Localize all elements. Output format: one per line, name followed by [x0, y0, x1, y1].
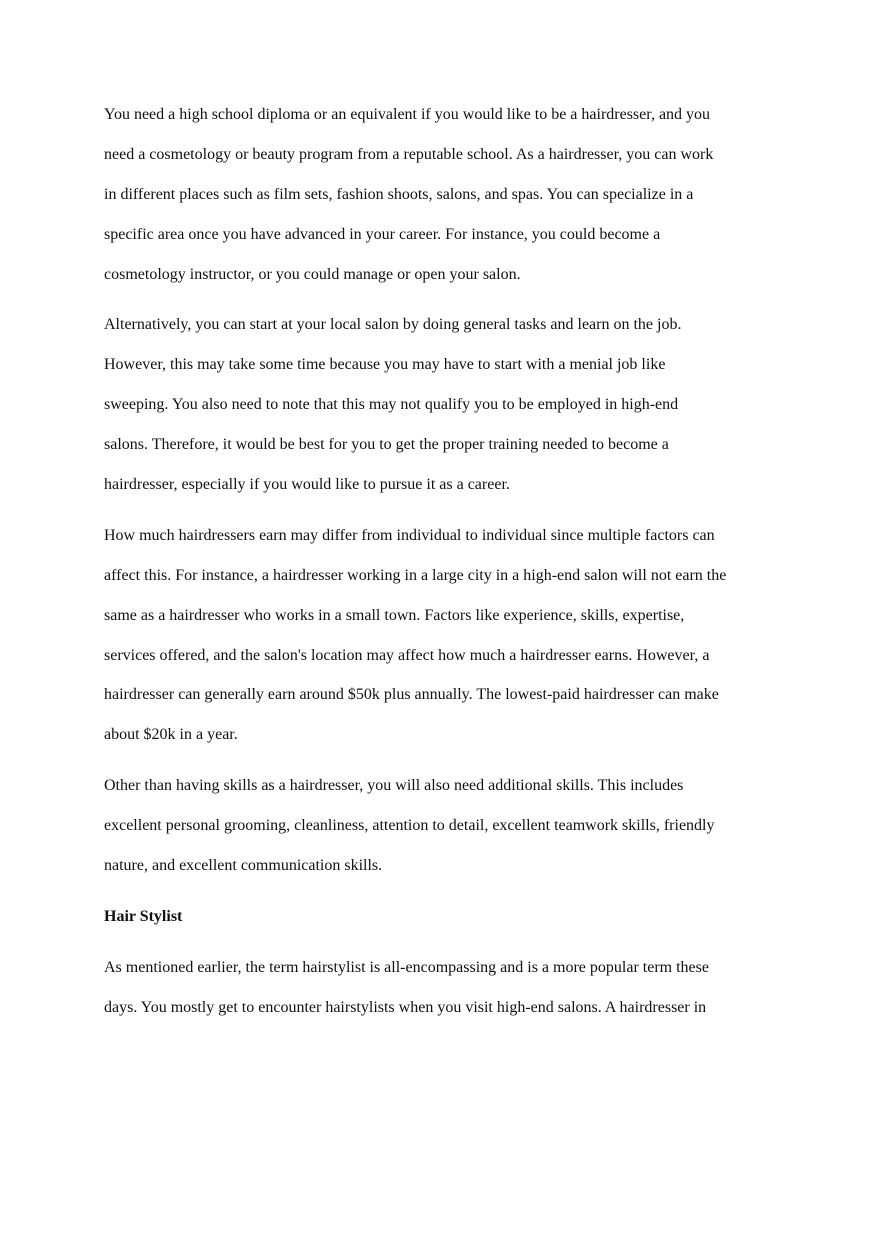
text-line: However, this may take some time because you may have to start with a menial job like — [104, 356, 666, 374]
text-line: affect this. For instance, a hairdresser working in a large city in a high-end salon will not earn the — [104, 566, 727, 584]
text-line: salons. Therefore, it would be best for you to get the proper training needed to become a — [104, 436, 669, 454]
paragraph-spacer — [104, 937, 784, 948]
paragraph-spacer — [104, 505, 784, 516]
text-line: same as a hairdresser who works in a small town. Factors like experience, skills, expertise, — [104, 606, 685, 624]
text-line: As mentioned earlier, the term hairstylist is all-encompassing and is a more popular term these — [104, 958, 709, 976]
paragraph-earnings — [104, 516, 784, 755]
text-line: cosmetology instructor, or you could manage or open your salon. — [104, 265, 521, 283]
paragraph-hairstylist — [104, 948, 784, 1028]
text-line: specific area once you have advanced in your career. For instance, you could become a — [104, 225, 661, 243]
paragraph-additional-skills — [104, 766, 784, 886]
paragraph-diploma — [104, 95, 784, 294]
paragraph-spacer — [104, 294, 784, 305]
paragraph-spacer — [104, 755, 784, 766]
text-line: about $20k in a year. — [104, 726, 238, 744]
text-line: hairdresser, especially if you would like to pursue it as a career. — [104, 476, 510, 494]
text-line: sweeping. You also need to note that this may not qualify you to be employed in high-end — [104, 396, 679, 414]
text-line: services offered, and the salon's location may affect how much a hairdresser earns. However, a — [104, 646, 710, 664]
text-line: need a cosmetology or beauty program from a reputable school. As a hairdresser, you can work — [104, 145, 714, 163]
text-line: in different places such as film sets, fashion shoots, salons, and spas. You can specialize in a — [104, 185, 694, 203]
text-line: Alternatively, you can start at your local salon by doing general tasks and learn on the job. — [104, 316, 682, 334]
paragraph-spacer — [104, 886, 784, 897]
text-line: You need a high school diploma or an equivalent if you would like to be a hairdresser, and you — [104, 106, 711, 123]
document-body — [104, 95, 784, 1028]
text-line: How much hairdressers earn may differ from individual to individual since multiple factors can — [104, 526, 715, 544]
text-line: excellent personal grooming, cleanliness, attention to detail, excellent teamwork skills, friendly — [104, 817, 715, 835]
text-line: days. You mostly get to encounter hairstylists when you visit high-end salons. A hairdresser in — [104, 998, 707, 1016]
text-line: Other than having skills as a hairdresser, you will also need additional skills. This includes — [104, 777, 684, 795]
paragraph-local-salon — [104, 305, 784, 504]
section-heading: Hair Stylist — [104, 907, 183, 925]
text-line: nature, and excellent communication skills. — [104, 857, 383, 875]
text-line: hairdresser can generally earn around $50k plus annually. The lowest-paid hairdresser can make — [104, 686, 719, 704]
